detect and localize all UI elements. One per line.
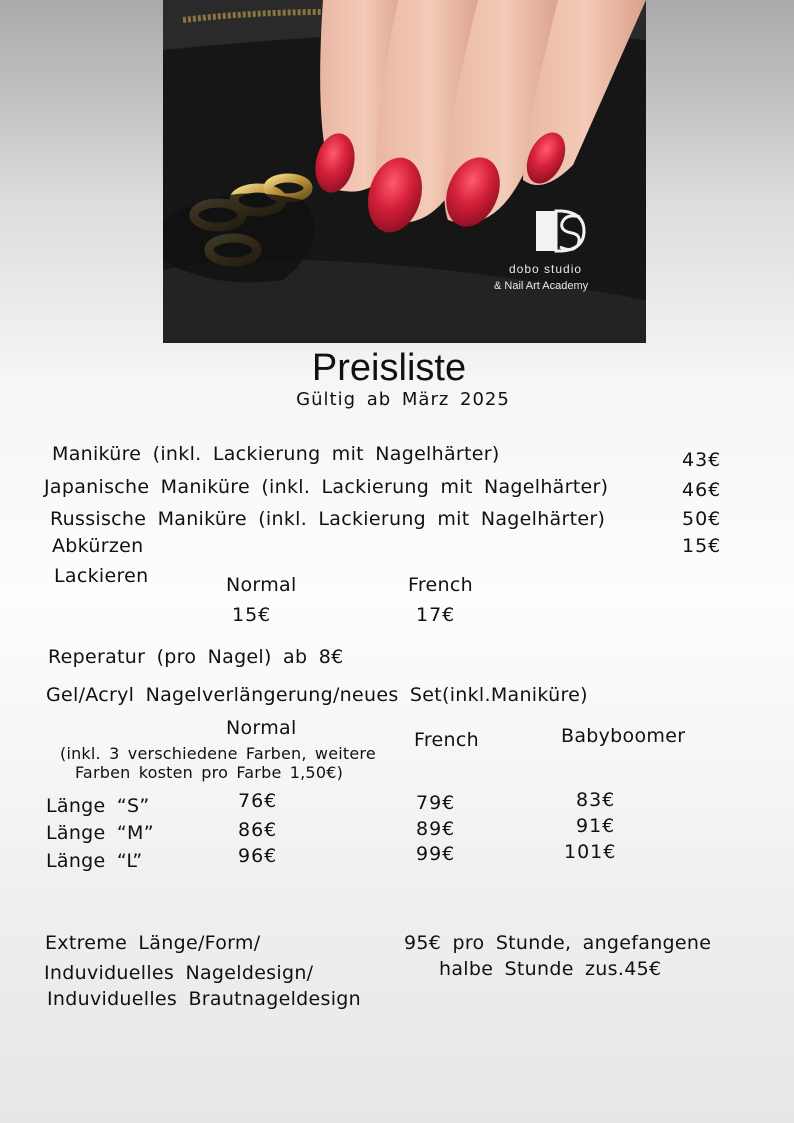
gel-row-label: Länge “L” [46, 850, 143, 872]
extreme-price-line2: halbe Stunde zus.45€ [439, 958, 662, 980]
lackieren-normal-label: Normal [226, 574, 297, 596]
lackieren-french-label: French [408, 574, 473, 596]
gel-row-label: Länge “S” [46, 795, 150, 817]
extreme-price-line1: 95€ pro Stunde, angefangene [404, 932, 712, 954]
gel-row-normal: 86€ [238, 819, 278, 841]
brand-tagline: & Nail Art Academy [494, 280, 589, 292]
extreme-line1: Extreme Länge/Form/ [45, 932, 261, 954]
valid-from: Gültig ab März 2025 [296, 389, 510, 410]
hero-photo [163, 0, 646, 343]
service-label: Japanische Maniküre (inkl. Lackierung mit Nagelhärter) [44, 476, 609, 498]
gel-note-line1: (inkl. 3 verschiedene Farben, weitere [60, 744, 376, 763]
service-label: Abkürzen [52, 535, 144, 557]
lackieren-label: Lackieren [54, 565, 149, 587]
service-price: 46€ [682, 479, 722, 501]
service-price: 15€ [682, 535, 722, 557]
service-label: Russische Maniküre (inkl. Lackierung mit Nagelhärter) [50, 508, 606, 530]
page-title: Preisliste [311, 347, 467, 389]
gel-col-french: French [414, 729, 479, 751]
gel-note-line2: Farben kosten pro Farbe 1,50€) [75, 763, 344, 782]
service-price: 43€ [682, 449, 722, 471]
gel-col-babyboomer: Babyboomer [561, 725, 686, 747]
extreme-line3: Induviduelles Brautnageldesign [47, 988, 361, 1010]
gel-row-babyboomer: 83€ [576, 789, 616, 811]
gel-row-french: 89€ [416, 818, 456, 840]
lackieren-french-price: 17€ [416, 604, 456, 626]
gel-row-normal: 96€ [238, 845, 278, 867]
brand-name: dobo studio [509, 262, 583, 276]
gel-col-normal: Normal [226, 717, 297, 739]
gel-row-label: Länge “M” [46, 822, 154, 844]
gel-heading: Gel/Acryl Nagelverlängerung/neues Set(inkl.Maniküre) [46, 684, 588, 706]
gel-row-normal: 76€ [238, 790, 278, 812]
extreme-line2: Induviduelles Nageldesign/ [44, 962, 314, 984]
gel-row-babyboomer: 91€ [576, 815, 616, 837]
brand-logo [536, 207, 592, 255]
lackieren-normal-price: 15€ [232, 604, 272, 626]
gel-row-french: 79€ [416, 792, 456, 814]
service-label: Maniküre (inkl. Lackierung mit Nagelhärter) [52, 443, 500, 465]
gel-row-french: 99€ [416, 843, 456, 865]
gel-row-babyboomer: 101€ [564, 841, 617, 863]
reparatur-line: Reperatur (pro Nagel) ab 8€ [48, 646, 344, 668]
service-price: 50€ [682, 508, 722, 530]
